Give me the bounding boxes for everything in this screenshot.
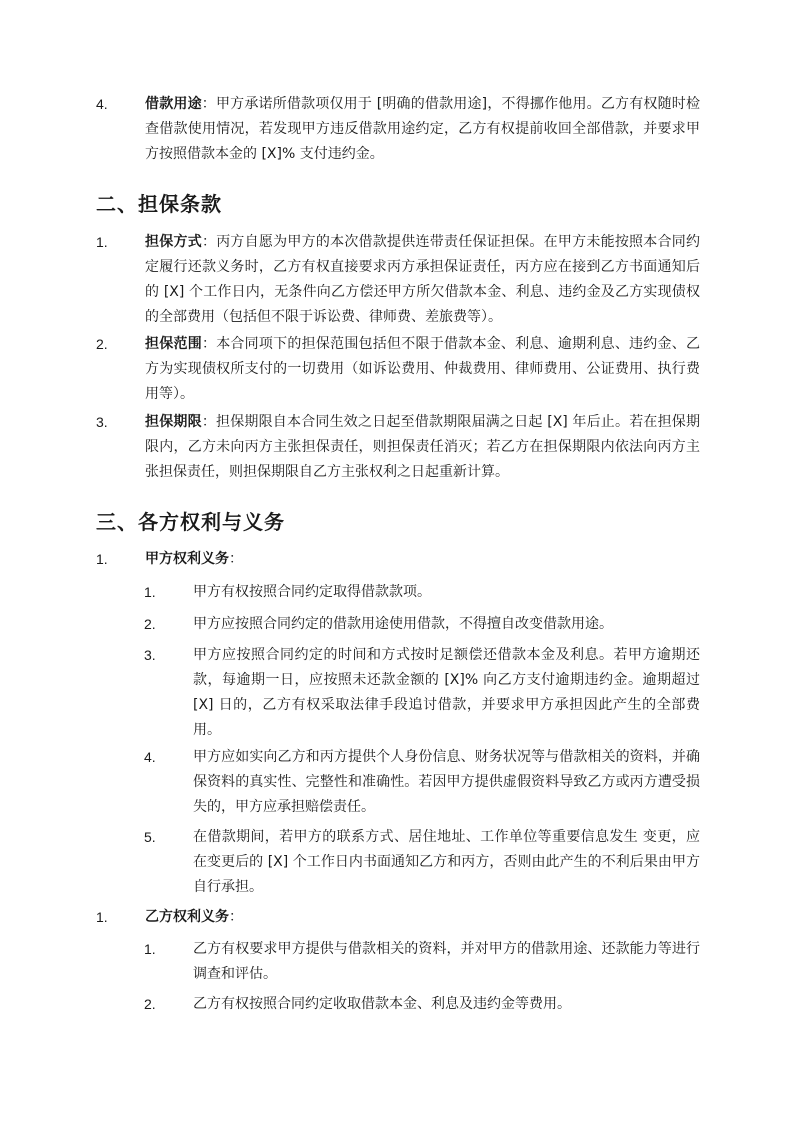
section-heading-rights-obligations: 三、各方权利与义务	[96, 510, 285, 534]
clause-body: ：本合同项下的担保范围包括但不限于借款本金、利息、逾期利息、违约金、乙方为实现债权所支付的一切费用（如诉讼费用、仲裁费用、律师费用、公证费用、执行费用等）。	[145, 336, 701, 402]
clause-text	[145, 230, 700, 330]
clause-body: ：甲方承诺所借款项仅用于 [明确的借款用途]，不得挪作他用。乙方有权随时检查借款使用情况，若发现甲方违反借款用途约定，乙方有权提前收回全部借款，并要求甲方按照借款本金的 [X]% 支付违约金。	[145, 96, 701, 162]
clause-term: 担保方式	[145, 234, 202, 250]
sub-clause-text: 甲方应按照合同约定的借款用途使用借款，不得擅自改变借款用途。	[193, 616, 613, 632]
clause-term: 借款用途	[145, 96, 202, 112]
group-number: 1.	[96, 551, 108, 567]
group-term: 甲方权利义务	[145, 551, 229, 567]
clause-text	[145, 410, 700, 485]
sub-clause-text: 甲方有权按照合同约定取得借款款项。	[193, 584, 431, 600]
clause-number: 2.	[96, 336, 108, 352]
sub-clause-text: 在借款期间，若甲方的联系方式、居住地址、工作单位等重要信息发生 变更，应在变更后的 [X] 个工作日内书面通知乙方和丙方，否则由此产生的不利后果由甲方自行承担。	[193, 829, 700, 895]
clause-body: ：担保期限自本合同生效之日起至借款期限届满之日起 [X] 年后止。若在担保期限内，乙方未向丙方主张担保责任，则担保责任消灭；若乙方在担保期限内依法向丙方主张担保责任，则担保期限自乙方主张权利之日起重新计算。	[145, 414, 701, 480]
group-title	[145, 905, 700, 930]
sub-clause-text: 乙方有权按照合同约定收取借款本金、利息及违约金等费用。	[193, 996, 571, 1012]
clause-term: 担保范围	[145, 336, 202, 352]
sub-clause-number: 1.	[144, 941, 156, 957]
group-suffix: ：	[229, 909, 243, 925]
sub-clause-number: 2.	[144, 996, 156, 1012]
section-heading-guarantee: 二、担保条款	[96, 192, 222, 216]
clause-term: 担保期限	[145, 414, 202, 430]
clause-number: 3.	[96, 414, 108, 430]
sub-clause-number: 2.	[144, 616, 156, 632]
sub-clause-text: 甲方应按照合同约定的时间和方式按时足额偿还借款本金及利息。若甲方逾期还款，每逾期一日，应按照未还款金额的 [X]% 向乙方支付逾期违约金。逾期超过 [X] 日的，乙方有权采取法律手段追讨借款，并要求甲方承担因此产生的全部费用。	[193, 647, 700, 738]
sub-clause-text: 甲方应如实向乙方和丙方提供个人身份信息、财务状况等与借款相关的资料，并确保资料的真实性、完整性和准确性。若因甲方提供虚假资料导致乙方或丙方遭受损失的，甲方应承担赔偿责任。	[193, 749, 700, 815]
clause-body: ：丙方自愿为甲方的本次借款提供连带责任保证担保。在甲方未能按照本合同约定履行还款义务时，乙方有权直接要求丙方承担保证责任，丙方应在接到乙方书面通知后的 [X] 个工作日内，无条件向乙方偿还甲方所欠借款本金、利息、违约金及乙方实现债权的全部费用（包括但不限于诉讼费、律师费、差旅费等）。	[145, 234, 701, 325]
sub-clause-number: 1.	[144, 584, 156, 600]
group-suffix: ：	[229, 551, 243, 567]
group-title	[145, 547, 700, 572]
sub-clause-text: 乙方有权要求甲方提供与借款相关的资料，并对甲方的借款用途、还款能力等进行调查和评估。	[193, 941, 700, 982]
sub-clause-number: 3.	[144, 647, 156, 663]
group-number: 1.	[96, 909, 108, 925]
group-term: 乙方权利义务	[145, 909, 229, 925]
clause-number: 1.	[96, 234, 108, 250]
clause-text	[145, 92, 700, 167]
sub-clause-number: 5.	[144, 829, 156, 845]
sub-clause-number: 4.	[144, 749, 156, 765]
clause-number: 4.	[96, 96, 108, 112]
clause-text	[145, 332, 700, 407]
